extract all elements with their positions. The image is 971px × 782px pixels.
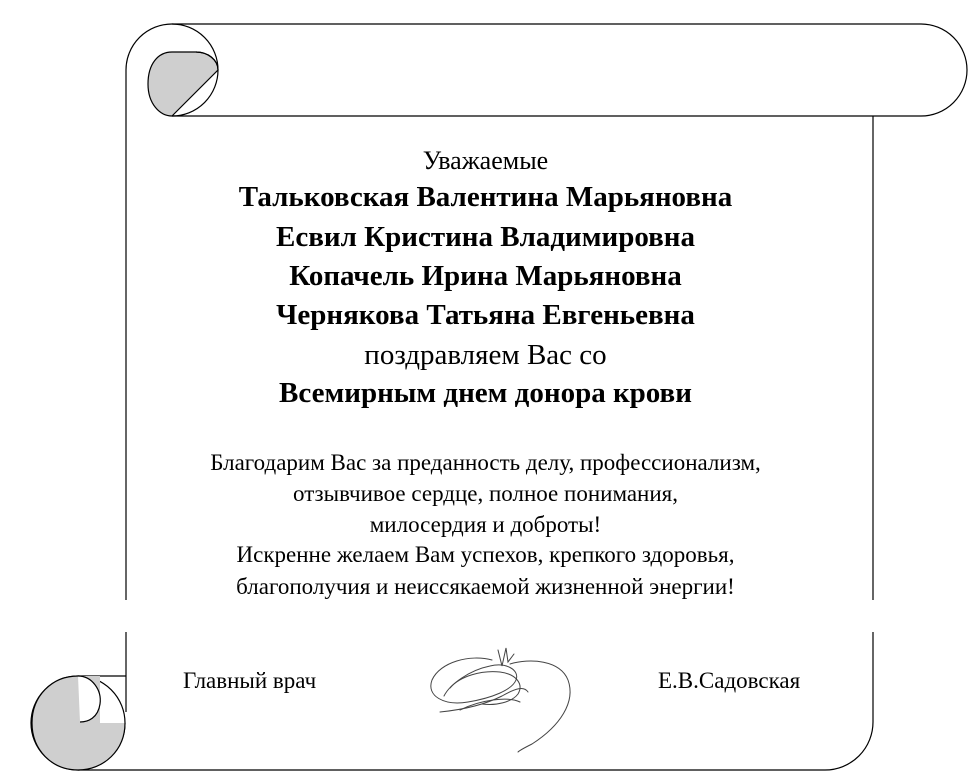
body-line-4: Искренне желаем Вам успехов, крепкого здоровья, [236, 542, 735, 567]
body-line-3: милосердия и доброты! [369, 512, 602, 537]
body-line-2: отзывчивое сердце, полное понимания, [293, 481, 678, 506]
handwritten-signature [420, 640, 580, 755]
greeting-line: Уважаемые [422, 146, 549, 175]
body-line-5: благополучия и неиссякаемой жизненной энергии! [236, 574, 735, 599]
honoree-name-1: Тальковская Валентина Марьяновна [238, 181, 733, 213]
signatory-title: Главный врач [183, 668, 317, 693]
occasion-title: Всемирным днем донора крови [279, 377, 692, 409]
body-line-1: Благодарим Вас за преданность делу, профессионализм, [210, 450, 761, 475]
top-curl-inner [148, 52, 218, 116]
honoree-name-4: Чернякова Татьяна Евгеньевна [276, 299, 695, 331]
honoree-name-3: Копачель Ирина Марьяновна [289, 260, 682, 292]
top-scroll-band [172, 24, 967, 116]
congrats-line: поздравляем Вас со [364, 339, 607, 371]
honoree-name-2: Есвил Кристина Владимировна [276, 221, 695, 253]
signatory-name: Е.В.Садовская [658, 668, 801, 693]
